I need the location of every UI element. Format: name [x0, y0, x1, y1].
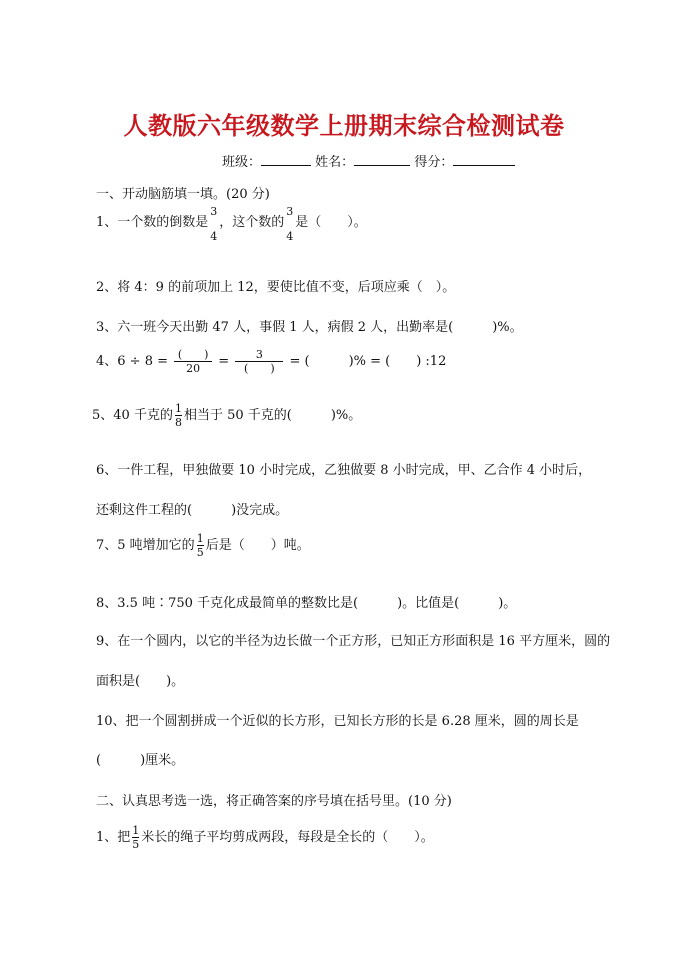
fraction: $\frac{1}{5}$	[196, 532, 204, 559]
question-1-3: 3、六一班今天出勤 47 人，事假 1 人，病假 2 人，出勤率是( )%。	[96, 320, 523, 335]
fraction: 3 4	[210, 205, 218, 243]
fraction: $\frac{1}{8}$	[174, 402, 182, 429]
question-1-6b: 还剩这件工程的( )没完成。	[96, 503, 289, 518]
student-info-line	[222, 151, 515, 170]
fraction: $\frac{3}{( )}$	[235, 349, 283, 374]
fraction: $\frac{( )}{20}$	[174, 349, 212, 374]
class-label: 班级：	[222, 155, 262, 170]
question-1-8: 8、3.5 吨∶750 千克化成最简单的整数比是( )。比值是( )。	[96, 596, 517, 611]
name-blank[interactable]	[354, 153, 410, 166]
section2-heading: 二、认真思考选一选，将正确答案的序号填在括号里。(10 分)	[96, 794, 452, 809]
question-1-10b: ( )厘米。	[96, 753, 185, 768]
question-1-10a: 10、把一个圆割拼成一个近似的长方形，已知长方形的长是 6.28 厘米，圆的周长是	[96, 714, 579, 729]
class-blank[interactable]	[261, 153, 311, 166]
question-2-1: 1、把 $\frac{1}{5}$ 米长的绳子平均剪成两段，每段是全长的（ ）。	[96, 824, 434, 851]
question-1-9b: 面积是( )。	[96, 674, 185, 689]
question-1-4: 4、6 ÷ 8 = $\frac{( )}{20}$ = $\frac{3}{( )}$ = ( )% = ( ) :12	[96, 348, 447, 375]
score-label: 得分：	[414, 155, 454, 170]
question-1-6a: 6、一件工程，甲独做要 10 小时完成，乙独做要 8 小时完成，甲、乙合作 4 小时后，	[96, 463, 592, 478]
fraction: $\frac{1}{5}$	[132, 824, 140, 851]
page-title: 人教版六年级数学上册期末综合检测试卷	[123, 111, 565, 140]
score-blank[interactable]	[453, 153, 515, 166]
section1-heading: 一、开动脑筋填一填。(20 分)	[96, 187, 270, 202]
fraction: 3 4	[286, 205, 294, 243]
question-1-1: 1、一个数的倒数是 3 4 ，这个数的 3 4 是（ ）。	[96, 205, 367, 243]
name-label: 姓名：	[315, 155, 355, 170]
question-1-2: 2、将 4：9 的前项加上 12，要使比值不变，后项应乘（ ）。	[96, 280, 456, 295]
question-1-9a: 9、在一个圆内，以它的半径为边长做一个正方形，已知正方形面积是 16 平方厘米，圆的	[96, 634, 611, 649]
question-1-7: 7、5 吨增加它的 $\frac{1}{5}$ 后是（ ）吨。	[96, 532, 310, 559]
question-1-5: 5、40 千克的 $\frac{1}{8}$ 相当于 50 千克的( )%。	[92, 402, 362, 429]
